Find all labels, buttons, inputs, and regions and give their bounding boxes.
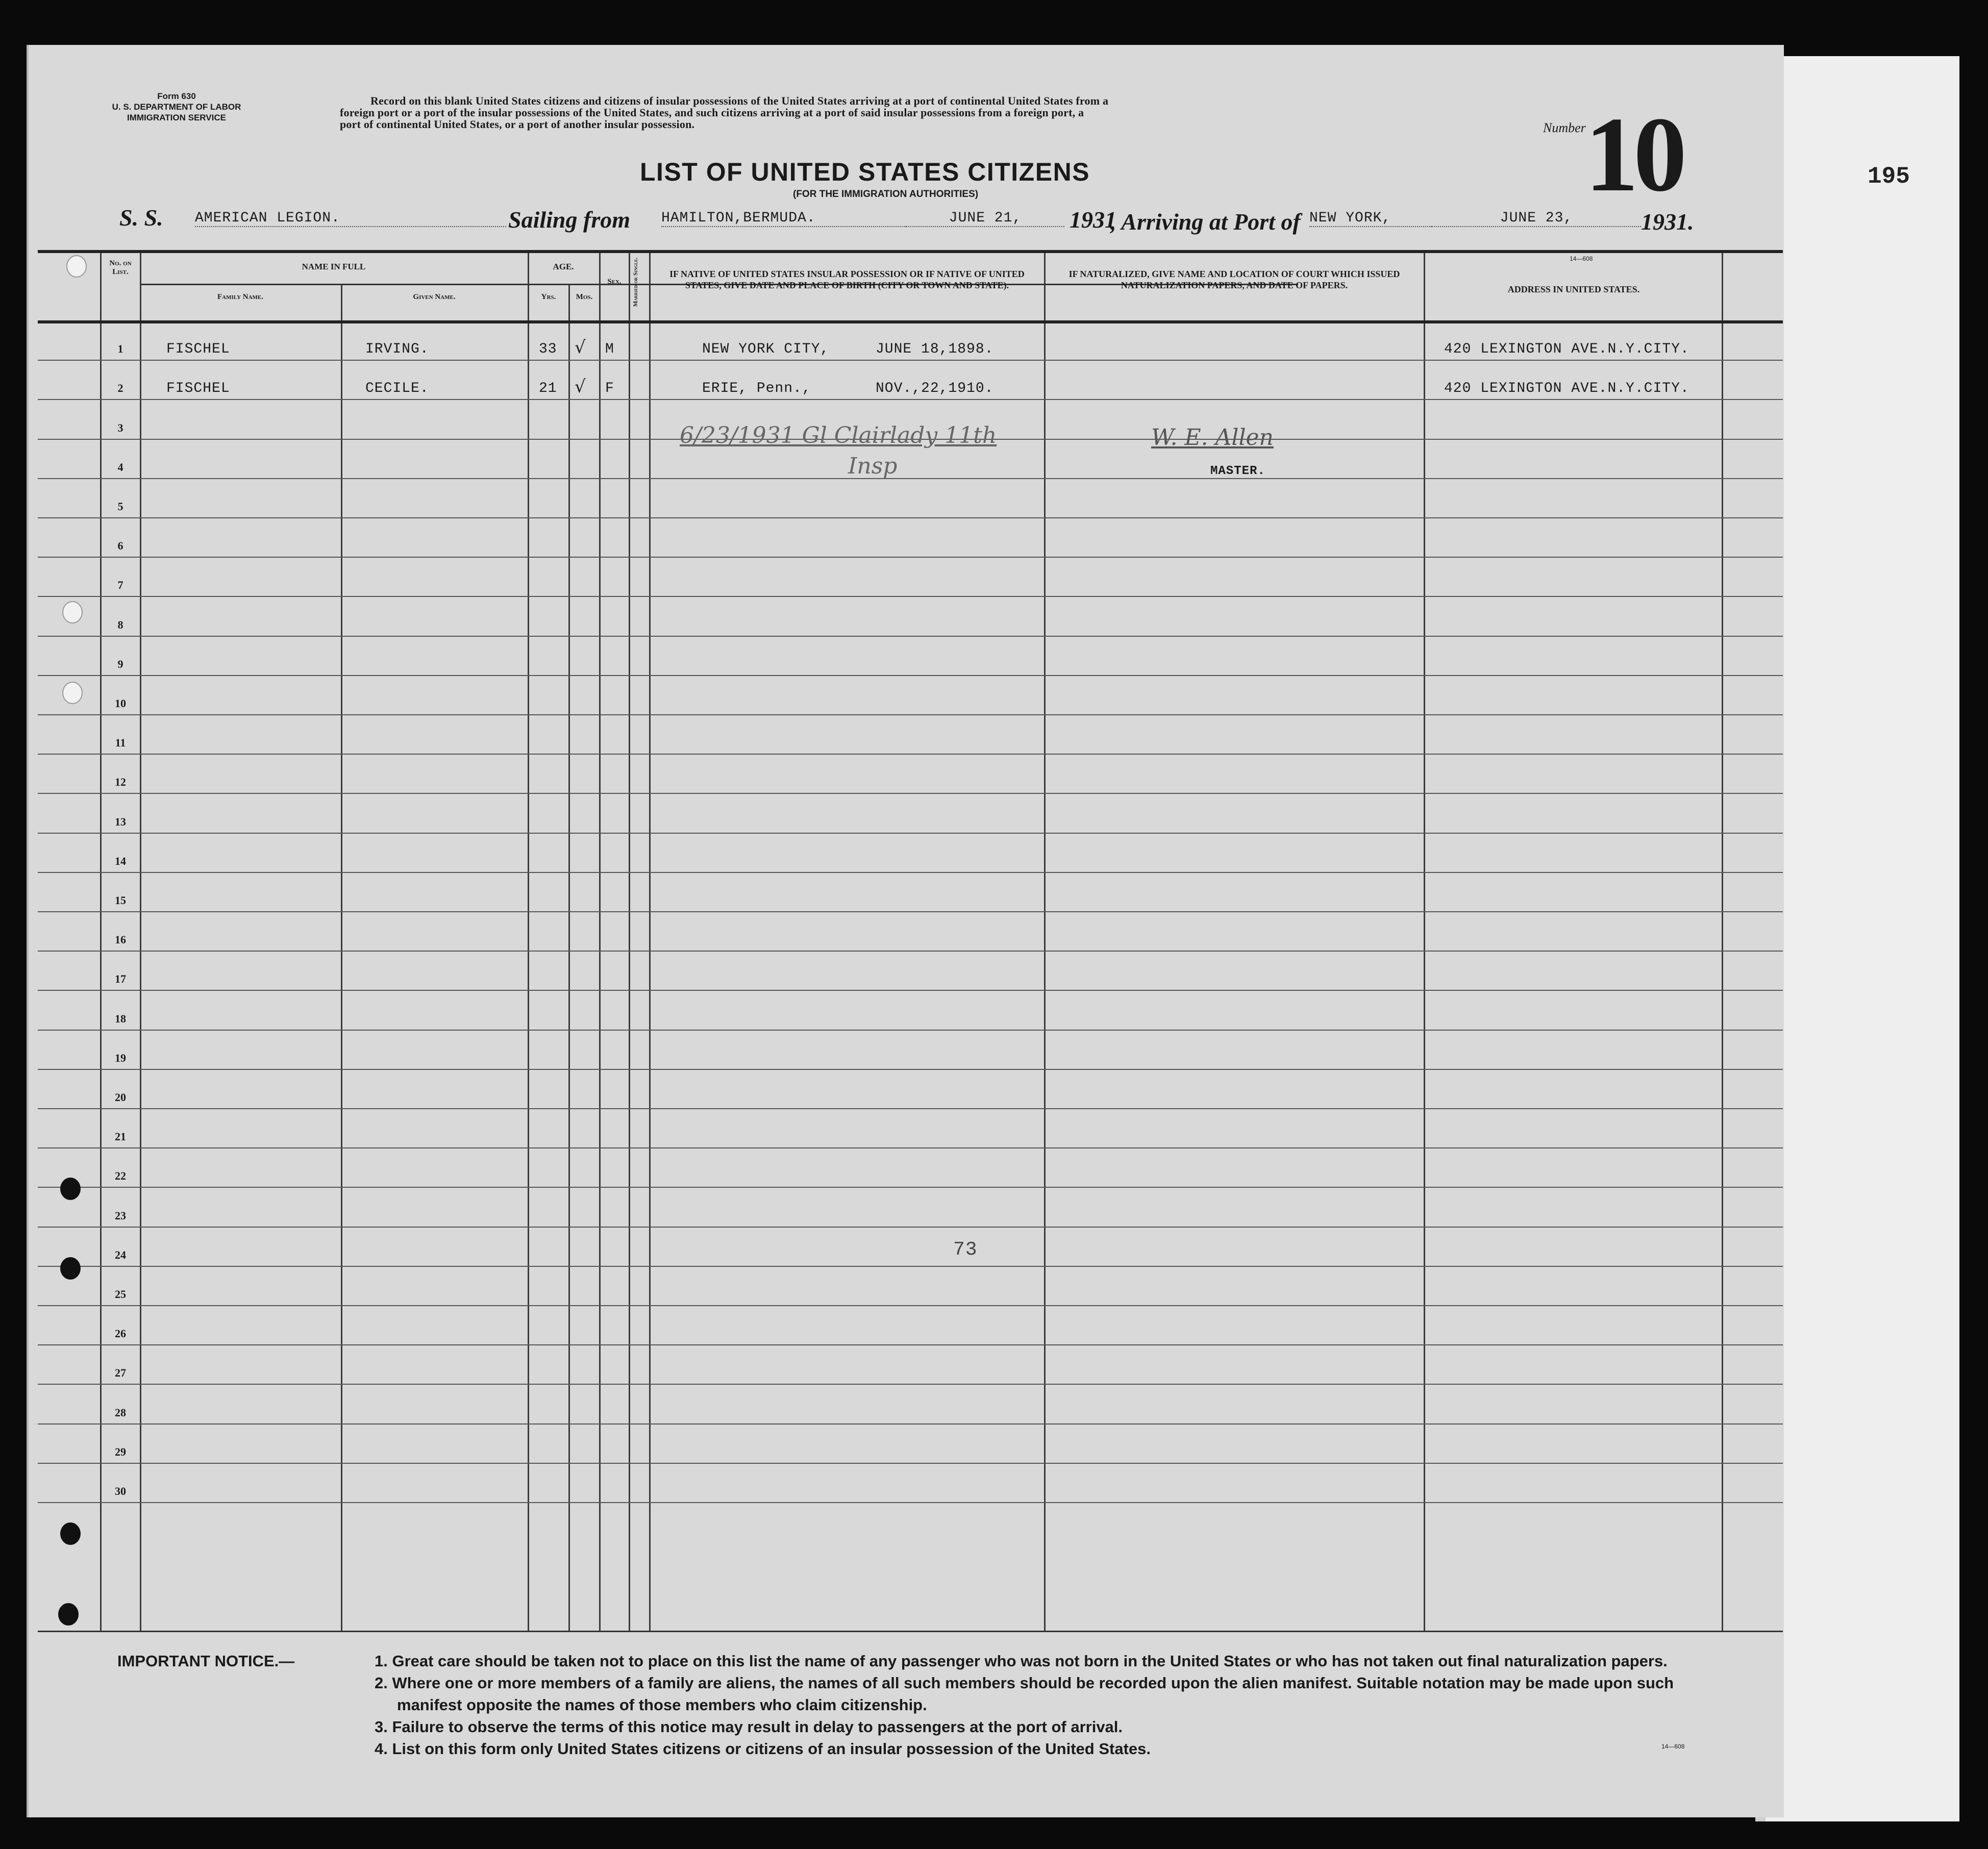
table-bottom-rule — [38, 1631, 1783, 1632]
row-number: 10 — [115, 697, 126, 710]
row-rule — [38, 714, 1783, 715]
family-name: FISCHEL — [166, 381, 230, 397]
punch-hole — [60, 1522, 81, 1545]
row-rule — [38, 596, 1783, 597]
table-top-rule — [38, 250, 1783, 253]
row-number: 20 — [115, 1091, 126, 1104]
record-instructions — [340, 95, 1508, 130]
col-header-age: AGE. — [553, 262, 574, 271]
birth-place: NEW YORK CITY, — [702, 341, 830, 358]
row-rule — [38, 1502, 1783, 1503]
number-label: Number — [1543, 120, 1586, 135]
sailing-date: JUNE 21, — [906, 210, 1064, 227]
notice-item-4: 4. List on this form only United States citizens or citizens of an insular possession of the United States. — [375, 1740, 1151, 1758]
row-rule — [38, 1344, 1783, 1345]
row-rule — [38, 478, 1783, 479]
important-notice — [117, 1650, 1771, 1760]
row-rule — [38, 833, 1783, 834]
sailing-from-label: Sailing from — [508, 207, 631, 233]
age-years: 21 — [539, 381, 557, 397]
row-rule — [38, 1423, 1783, 1425]
punch-hole — [66, 255, 87, 278]
ship-name: AMERICAN LEGION. — [195, 210, 506, 227]
family-name: FISCHEL — [166, 341, 230, 358]
age-months: √ — [575, 377, 586, 397]
sailing-year: 1931 — [1070, 207, 1116, 233]
arrival-year: 1931. — [1641, 209, 1694, 235]
row-number: 28 — [115, 1406, 126, 1419]
header-bottom-rule — [38, 320, 1783, 323]
arrival-port: NEW YORK, — [1309, 210, 1432, 227]
departure-port: HAMILTON,BERMUDA. — [661, 210, 906, 227]
record-note-line: foreign port or a port of the insular possessions of the United States, and such citizens arriving at a port of said insular possessions from a foreign port, a — [340, 106, 1084, 119]
notice-item-3: 3. Failure to observe the terms of this notice may result in delay to passengers at the port of arrival. — [375, 1718, 1123, 1736]
row-rule — [38, 1266, 1783, 1267]
notice-item-1: 1. Great care should be taken not to place on this list the name of any passenger who was not born in the United States or who has not taken out final naturalization papers. — [375, 1652, 1668, 1670]
service-name: IMMIGRATION SERVICE — [127, 113, 226, 122]
col-header-family-name: Family Name. — [217, 293, 264, 301]
row-number: 8 — [117, 618, 123, 631]
col-header-mos: Mos. — [576, 293, 593, 301]
inspection-note: 6/23/1931 Gl Clairlady 11th — [680, 422, 997, 448]
row-number: 29 — [115, 1445, 126, 1458]
punch-hole — [60, 1257, 81, 1280]
row-number: 6 — [117, 539, 123, 553]
row-number: 4 — [117, 460, 123, 473]
row-rule — [38, 557, 1783, 558]
row-rule — [38, 1227, 1783, 1228]
row-rule — [38, 1305, 1783, 1306]
row-number: 11 — [115, 736, 126, 749]
row-number: 7 — [117, 579, 123, 592]
row-rule — [38, 1069, 1783, 1070]
row-rule — [38, 1463, 1783, 1464]
age-years: 33 — [539, 341, 557, 358]
row-number: 12 — [115, 776, 126, 789]
row-rule — [38, 517, 1783, 518]
row-rule — [38, 754, 1783, 755]
master-signature: W. E. Allen — [1151, 424, 1274, 451]
row-number: 9 — [117, 657, 123, 670]
col-header-married-single: Married or Single. — [632, 257, 639, 307]
manifest-sheet — [27, 45, 1784, 1817]
row-number: 22 — [115, 1169, 126, 1183]
row-number: 18 — [115, 1012, 126, 1025]
given-name: CECILE. — [365, 381, 429, 397]
row-number: 23 — [115, 1209, 126, 1222]
row-rule — [38, 1108, 1783, 1109]
birth-date: NOV.,22,1910. — [876, 381, 994, 397]
row-number: 14 — [115, 854, 126, 867]
row-rule — [38, 675, 1783, 676]
row-rule — [38, 1384, 1783, 1385]
row-rule — [38, 872, 1783, 873]
row-number: 2 — [117, 382, 123, 395]
row-number: 1 — [117, 342, 123, 356]
record-note-line: Record on this blank United States citizens and citizens of insular possessions of the United States arriving at a port of continental United States from a — [370, 94, 1109, 107]
punch-hole — [58, 1603, 79, 1626]
notice-heading: IMPORTANT NOTICE.— — [117, 1652, 295, 1670]
row-rule — [38, 951, 1783, 952]
page-number-right: 195 — [1868, 163, 1910, 190]
punch-hole — [62, 682, 83, 704]
sex: M — [605, 341, 614, 358]
row-number: 21 — [115, 1130, 126, 1143]
record-note-line: port of continental United States, or a port of another insular possession. — [340, 118, 695, 131]
row-rule — [38, 636, 1783, 637]
department-name: U. S. DEPARTMENT OF LABOR — [112, 102, 241, 112]
row-number: 30 — [115, 1485, 126, 1497]
row-number: 19 — [115, 1051, 126, 1064]
row-rule — [38, 1187, 1783, 1188]
col-header-no: No. on List. — [109, 259, 132, 276]
given-name: IRVING. — [365, 341, 429, 358]
row-rule — [38, 911, 1783, 912]
arrival-date: JUNE 23, — [1432, 210, 1641, 227]
row-number: 27 — [115, 1366, 126, 1380]
col-header-address: ADDRESS IN UNITED STATES. — [1507, 284, 1640, 294]
row-number: 15 — [115, 894, 126, 907]
row-number: 16 — [115, 933, 126, 946]
row-number: 26 — [115, 1327, 126, 1340]
punch-hole — [60, 1178, 81, 1200]
ss-label: S. S. — [119, 205, 163, 231]
row-rule — [38, 1147, 1783, 1148]
stamp-number: 73 — [953, 1239, 978, 1261]
row-number: 17 — [115, 972, 126, 986]
col-header-native: IF NATIVE OF UNITED STATES INSULAR POSSESSION OR IF NATIVE OF UNITED STATES, GIVE DATE AND PLACE OF BIRTH (CITY OR TOWN AND STATE). — [669, 269, 1025, 290]
row-number: 3 — [117, 421, 123, 434]
age-months: √ — [575, 337, 586, 358]
page-subtitle: (FOR THE IMMIGRATION AUTHORITIES) — [793, 189, 979, 199]
punch-hole — [62, 601, 83, 623]
form-identifier — [100, 91, 253, 123]
row-rule — [38, 793, 1783, 794]
adjacent-page — [1766, 56, 1959, 1821]
inspection-note-line-2: Insp — [848, 453, 898, 479]
sex: F — [605, 381, 614, 397]
row-rule — [38, 360, 1783, 361]
birth-place: ERIE, Penn., — [702, 381, 811, 397]
col-rule — [341, 285, 342, 1632]
print-code: 14—608 — [1570, 255, 1593, 262]
row-number: 13 — [115, 815, 126, 828]
notice-item-2: 2. Where one or more members of a family are aliens, the names of all such members should be recorded upon the alien manifest. Suitable notation may be made upon such — [375, 1674, 1674, 1692]
row-rule — [38, 990, 1783, 991]
us-address: 420 LEXINGTON AVE.N.Y.CITY. — [1444, 341, 1689, 358]
row-rule — [38, 399, 1783, 400]
list-number: 10 — [1585, 95, 1682, 214]
col-header-yrs: Yrs. — [541, 293, 556, 301]
row-number: 5 — [117, 500, 123, 513]
arriving-at-label: , Arriving at Port of — [1110, 209, 1301, 235]
us-address: 420 LEXINGTON AVE.N.Y.CITY. — [1444, 381, 1689, 397]
footer-code: 14—608 — [1661, 1743, 1685, 1750]
col-header-sex: Sex. — [607, 278, 622, 286]
row-number: 25 — [115, 1288, 126, 1301]
col-header-naturalized: IF NATURALIZED, GIVE NAME AND LOCATION OF COURT WHICH ISSUED NATURALIZATION PAPERS, AND DATE OF PAPERS. — [1068, 269, 1400, 290]
col-header-given-name: Given Name. — [413, 293, 456, 301]
row-rule — [38, 1030, 1783, 1031]
master-label: MASTER. — [1210, 464, 1265, 478]
form-number: Form 630 — [157, 91, 196, 101]
notice-item-2-cont: manifest opposite the names of those members who claim citizenship. — [397, 1696, 927, 1714]
birth-date: JUNE 18,1898. — [876, 341, 994, 358]
col-rule — [568, 285, 570, 1632]
page-title: LIST OF UNITED STATES CITIZENS — [640, 158, 1090, 186]
col-header-name: NAME IN FULL — [302, 262, 366, 271]
row-number: 24 — [115, 1248, 126, 1261]
